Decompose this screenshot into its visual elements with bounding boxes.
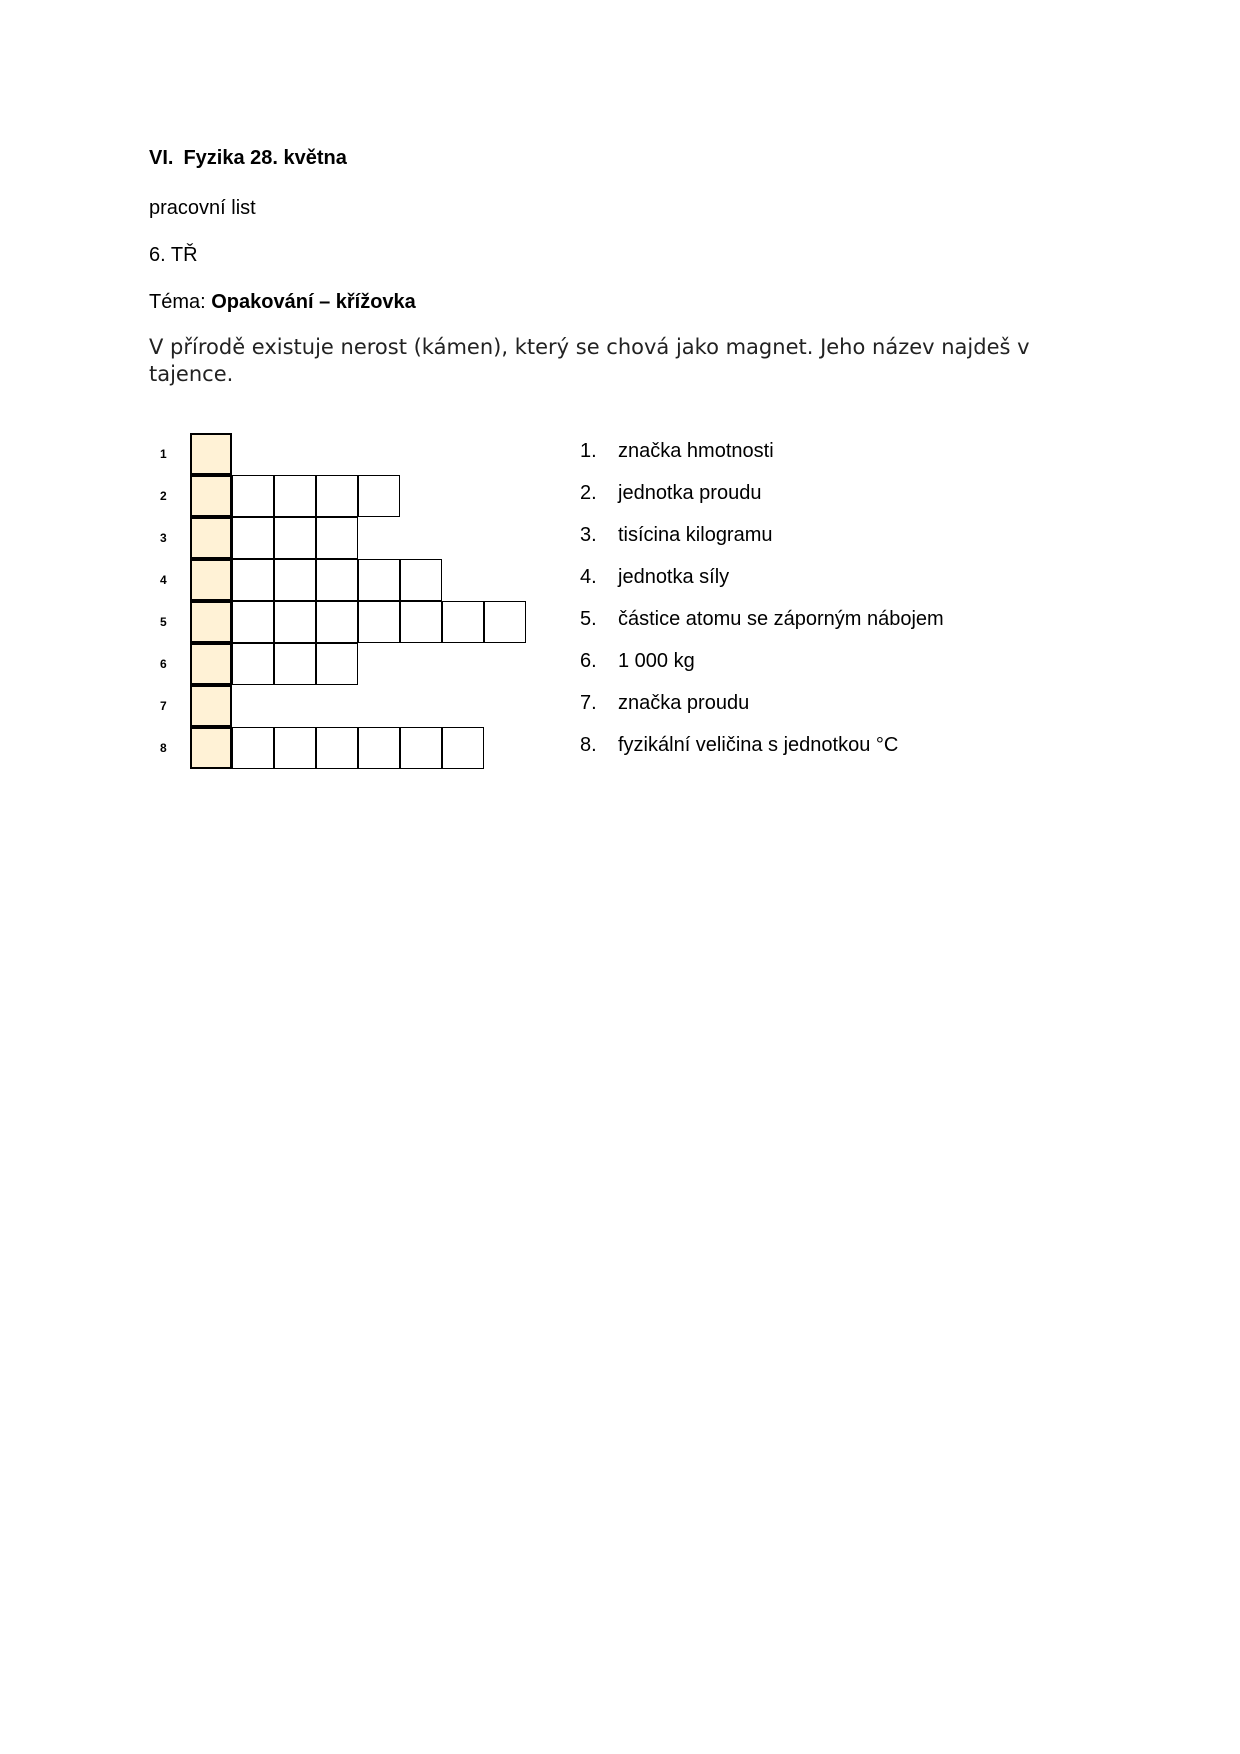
clue-item bbox=[580, 724, 944, 766]
crossword-cell[interactable] bbox=[316, 601, 358, 643]
clue-number: 6. bbox=[580, 650, 597, 672]
clue-text: 1 000 kg bbox=[618, 650, 695, 672]
solution-cell[interactable] bbox=[190, 433, 232, 475]
crossword-cell[interactable] bbox=[232, 517, 274, 559]
heading-title: Fyzika 28. května bbox=[183, 147, 347, 169]
subtitle: pracovní list bbox=[149, 197, 256, 219]
clue-number: 5. bbox=[580, 608, 597, 630]
crossword-cell[interactable] bbox=[274, 517, 316, 559]
crossword-cell[interactable] bbox=[316, 517, 358, 559]
clue-text: fyzikální veličina s jednotkou °C bbox=[618, 734, 899, 756]
crossword-cell[interactable] bbox=[316, 643, 358, 685]
clue-item bbox=[580, 556, 944, 598]
topic bbox=[149, 291, 416, 314]
crossword-cell[interactable] bbox=[274, 727, 316, 769]
row-number: 2 bbox=[160, 489, 167, 503]
intro-text: V přírodě existuje nerost (kámen), který se chová jako magnet. Jeho název najdeš v tajence. bbox=[149, 335, 1030, 386]
solution-cell[interactable] bbox=[190, 475, 232, 517]
crossword-cell[interactable] bbox=[232, 727, 274, 769]
row-number: 5 bbox=[160, 615, 167, 629]
crossword-cell[interactable] bbox=[358, 475, 400, 517]
crossword-cell[interactable] bbox=[358, 601, 400, 643]
crossword-cell[interactable] bbox=[316, 727, 358, 769]
crossword-cell[interactable] bbox=[316, 559, 358, 601]
crossword-cell[interactable] bbox=[400, 727, 442, 769]
solution-cell[interactable] bbox=[190, 601, 232, 643]
crossword-cell[interactable] bbox=[484, 601, 526, 643]
clue-number: 8. bbox=[580, 734, 597, 756]
clue-item bbox=[580, 598, 944, 640]
crossword-cell[interactable] bbox=[316, 475, 358, 517]
solution-cell[interactable] bbox=[190, 685, 232, 727]
clue-item bbox=[580, 472, 944, 514]
clue-item bbox=[580, 514, 944, 556]
crossword-cell[interactable] bbox=[232, 643, 274, 685]
crossword-cell[interactable] bbox=[274, 601, 316, 643]
crossword-cell[interactable] bbox=[358, 727, 400, 769]
clue-number: 3. bbox=[580, 524, 597, 546]
topic-value: Opakování – křížovka bbox=[211, 291, 416, 313]
clue-number: 7. bbox=[580, 692, 597, 714]
solution-cell[interactable] bbox=[190, 643, 232, 685]
clue-text: jednotka proudu bbox=[618, 482, 762, 504]
crossword-cell[interactable] bbox=[274, 559, 316, 601]
clue-item bbox=[580, 640, 944, 682]
clue-number: 2. bbox=[580, 482, 597, 504]
clue-item bbox=[580, 430, 944, 472]
row-number: 8 bbox=[160, 741, 167, 755]
crossword-cell[interactable] bbox=[442, 601, 484, 643]
crossword-cell[interactable] bbox=[232, 601, 274, 643]
clue-item bbox=[580, 682, 944, 724]
clue-number: 1. bbox=[580, 440, 597, 462]
row-number: 4 bbox=[160, 573, 167, 587]
crossword-cell[interactable] bbox=[232, 559, 274, 601]
crossword-cell[interactable] bbox=[400, 601, 442, 643]
solution-cell[interactable] bbox=[190, 727, 232, 769]
crossword-cell[interactable] bbox=[274, 643, 316, 685]
clue-text: jednotka síly bbox=[618, 566, 730, 588]
row-number: 3 bbox=[160, 531, 167, 545]
row-number: 6 bbox=[160, 657, 167, 671]
row-number: 1 bbox=[160, 447, 167, 461]
clue-number: 4. bbox=[580, 566, 597, 588]
page-heading bbox=[149, 147, 347, 170]
solution-cell[interactable] bbox=[190, 559, 232, 601]
solution-cell[interactable] bbox=[190, 517, 232, 559]
heading-number: VI. bbox=[149, 147, 174, 169]
clue-text: částice atomu se záporným nábojem bbox=[618, 608, 944, 630]
grade: 6. TŘ bbox=[149, 244, 198, 266]
crossword-cell[interactable] bbox=[232, 475, 274, 517]
crossword-cell[interactable] bbox=[274, 475, 316, 517]
crossword-cell[interactable] bbox=[400, 559, 442, 601]
clue-list bbox=[580, 430, 944, 766]
clue-text: tisícina kilogramu bbox=[618, 524, 773, 546]
row-number: 7 bbox=[160, 699, 167, 713]
crossword-cell[interactable] bbox=[442, 727, 484, 769]
clue-text: značka proudu bbox=[618, 692, 750, 714]
clue-text: značka hmotnosti bbox=[618, 440, 774, 462]
crossword-cell[interactable] bbox=[358, 559, 400, 601]
topic-label: Téma: bbox=[149, 291, 206, 313]
